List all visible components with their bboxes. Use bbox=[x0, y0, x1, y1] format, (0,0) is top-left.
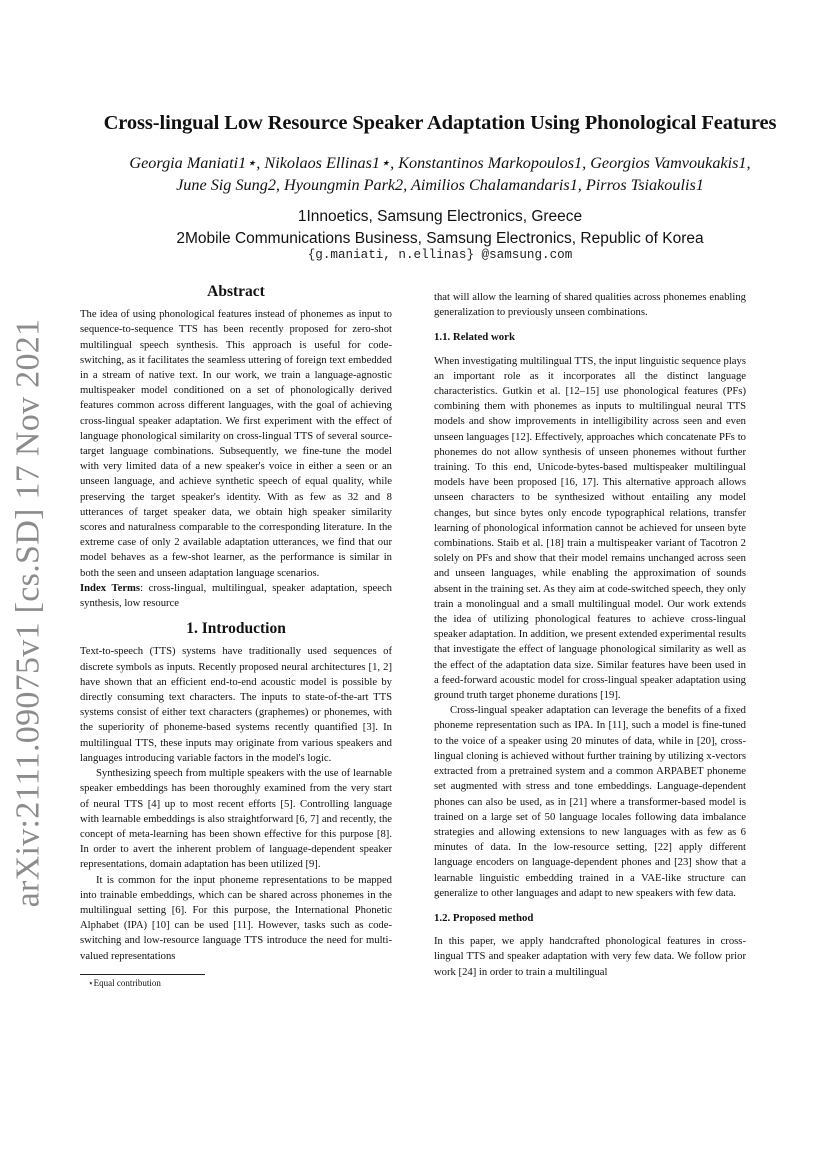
affiliation-2: 2Mobile Communications Business, Samsung Electronics, Republic of Korea bbox=[176, 230, 704, 247]
arxiv-identifier[interactable]: arXiv:2111.09075v1 [cs.SD] 17 Nov 2021 bbox=[9, 318, 47, 907]
intro-paragraph-2: Synthesizing speech from multiple speakers with the use of learnable speaker embeddings has been thoroughly examined from the very start of neural TTS [4] up to most recent efforts [5]. Controlling language with learnable embeddings is also straightforward [6, 7] and recently, the concept of meta-learning has been shown effective for this purpose [8]. In order to avert the inherent problem of language-dependent speaker representations, domain adaptation has been utilized [9]. bbox=[80, 768, 392, 871]
author-list bbox=[60, 152, 820, 196]
proposed-method-paragraph-1: In this paper, we apply handcrafted phonological features in cross-lingual TTS and speaker adaptation with very few data. We follow prior work [24] in order to train a multilingual bbox=[434, 936, 746, 978]
index-terms-text: : cross-lingual, multilingual, speaker adaptation, speech synthesis, low resource bbox=[80, 582, 393, 610]
intro-paragraph-3: It is common for the input phoneme representations to be mapped into trainable embeddings, which can be shared across phonemes in the multilingual setting [6]. For this purpose, the International Phonetic Alphabet (IPA) [10] can be used [11]. However, tasks such as code-switching and low-resource language TTS introduce the need for multi-valued representations bbox=[80, 874, 392, 962]
authors-line-1: Georgia Maniati1⋆, Nikolaos Ellinas1⋆, Konstantinos Markopoulos1, Georgios Vamvoukakis1, bbox=[129, 154, 751, 172]
intro-paragraph-1: Text-to-speech (TTS) systems have traditionally used sequences of discrete symbols as inputs. Recently proposed neural architectures [1, 2] have shown that an efficient end-to-end acoustic model is possible by directly consuming text characters. The inputs to state-of-the-art TTS systems consist of either text characters (graphemes) or phonemes, with the superiority of phoneme-based systems recently quantified [3]. In multilingual TTS, these inputs may originate from various speakers and languages introducing variable factors in the model's logic. bbox=[80, 646, 392, 764]
abstract-heading: Abstract bbox=[207, 283, 265, 300]
author-emails: {g.maniati, n.ellinas} @samsung.com bbox=[307, 248, 573, 262]
footnote-rule bbox=[80, 974, 205, 975]
footnote-equal-contribution: ⋆Equal contribution bbox=[88, 977, 161, 988]
index-terms bbox=[80, 581, 392, 611]
paper-title: Cross-lingual Low Resource Speaker Adaptation Using Phonological Features bbox=[103, 112, 777, 134]
arxiv-sidebar-stamp[interactable] bbox=[6, 318, 50, 907]
left-column bbox=[80, 284, 392, 989]
authors-line-2: June Sig Sung2, Hyoungmin Park2, Aimilios Chalamandaris1, Pirros Tsiakoulis1 bbox=[176, 176, 704, 194]
affiliation-1: 1Innoetics, Samsung Electronics, Greece bbox=[297, 208, 583, 225]
introduction-heading: 1. Introduction bbox=[186, 620, 286, 638]
related-work-heading: 1.1. Related work bbox=[434, 331, 515, 344]
intro-continuation: that will allow the learning of shared qualities across phonemes enabling generalization to previously unseen combinations. bbox=[434, 292, 746, 319]
index-terms-label: Index Terms bbox=[80, 582, 141, 594]
affiliations bbox=[60, 206, 820, 250]
right-column bbox=[434, 290, 746, 980]
related-work-paragraph-1: When investigating multilingual TTS, the input linguistic sequence plays an important role as it incorporates all the distinct language characteristics. Gutkin et al. [12–15] use phonological features (PFs) combining them with phonemes as inputs to multilingual neural TTS models and show improvements in intelligibility across seen and even unseen languages [12]. Effectively, approaches which concatenate PFs to phonemes do not allow synthesis of unseen phonemes without further training. To this end, Unicode-bytes-based multispeaker multilingual models have been proposed [16, 17]. This alternative approach allows unseen characters to be synthesized without entailing any model changes, but since bytes only encode typographical relations, transfer learning of phonological information cannot be achieved for unseen byte combinations. Staib et al. [18] train a multispeaker variant of Tacotron 2 solely on PFs and show that their model remains unchanged across seen and unseen languages, while enabling the approximation of sounds absent in the training set. As they aim at code-switched speech, they only train a monolingual and a small multilingual model. Our work extends the idea of utilizing phonological features to achieve cross-lingual speaker adaptation. In addition, we present extended experimental results that investigate the effect of language phonological similarity as well as the effect of the adaptation data size. Similar features have been used in a feed-forward acoustic model for cross-lingual speaker adaptation using ground truth target phoneme durations [19]. bbox=[434, 355, 747, 702]
proposed-method-heading: 1.2. Proposed method bbox=[434, 911, 534, 924]
related-work-paragraph-2: Cross-lingual speaker adaptation can leverage the benefits of a fixed phoneme representation such as IPA. In [11], such a model is fine-tuned to the voice of a speaker using 20 minutes of data, while in [20], cross-lingual cloning is achieved without further training by utilizing x-vectors extracted from a pretrained system and a common ARPABET phoneme set augmented with stress and tone embeddings. Language-dependent phones can also be used, as in [21] where a transformer-based model is trained on a large set of 50 language locales following data imbalance strategies and allowing extensions to new languages with as few as 6 minutes of data. In the low-resource setting, [22] apply different language encoders on language-dependent phones and [23] show that a learnable linguistic embedding trained in a VAE-like structure can generalize to other languages and adapt to new speakers with few data. bbox=[434, 705, 746, 899]
abstract-body: The idea of using phonological features instead of phonemes as input to sequence-to-sequence TTS has been recently proposed for zero-shot multilingual speech synthesis. This approach is useful for code-switching, as it facilitates the seamless uttering of foreign text embedded in a stream of native text. In our work, we train a language-agnostic multispeaker model conditioned on a set of phonologically derived features common across different languages, with the goal of achieving cross-lingual speaker adaptation. We first experiment with the effect of language phonological similarity on cross-lingual TTS of several source-target language combinations. Subsequently, we fine-tune the model with very limited data of a new speaker's voice in either a seen or an unseen language, and achieve synthetic speech of equal quality, while preserving the target speaker's identity. With as few as 32 and 8 utterances of target speaker data, we obtain high speaker similarity scores and naturalness comparable to the corresponding literature. In the extreme case of only 2 available adaptation utterances, we find that our model behaves as a few-shot learner, as the performance is similar in both the seen and unseen adaptation language scenarios. bbox=[80, 309, 392, 579]
